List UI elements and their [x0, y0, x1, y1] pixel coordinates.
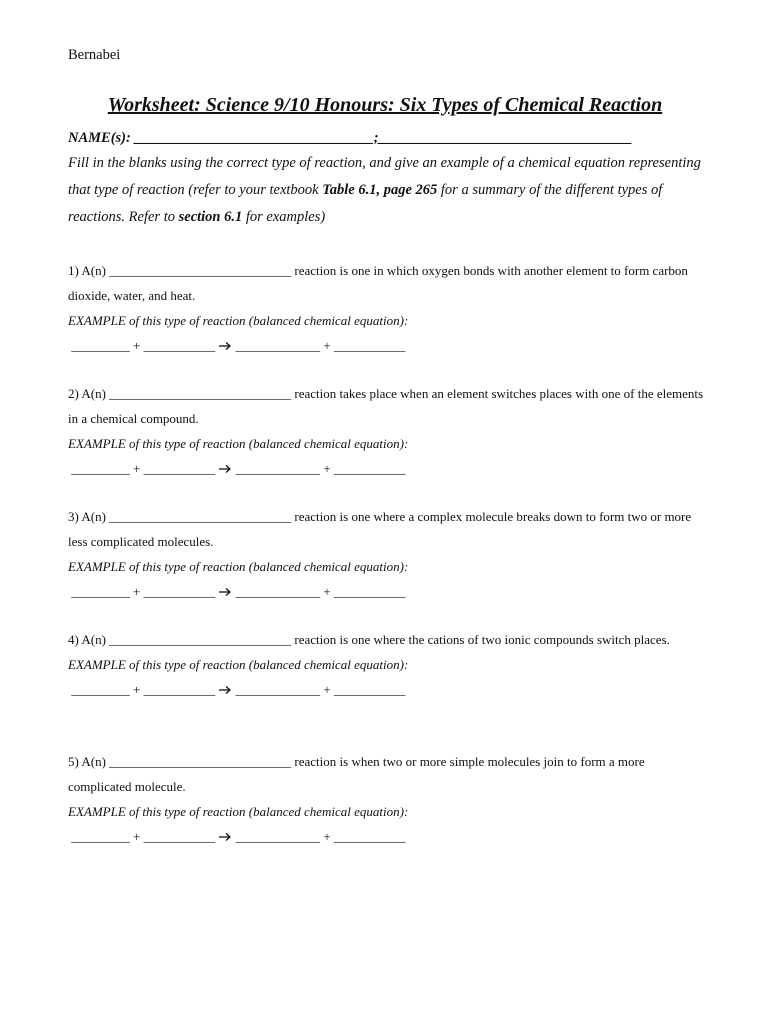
arrow-icon	[218, 587, 232, 597]
question-4-number: 4) A(n) ____________________________	[68, 632, 292, 647]
question-2	[68, 381, 708, 481]
reactant-1-blank: _________	[71, 682, 130, 697]
plus-sign: +	[133, 682, 141, 697]
example-label: EXAMPLE of this type of reaction (balanced chemical equation):	[68, 313, 409, 328]
question-3-number: 3) A(n) ____________________________	[68, 509, 292, 524]
question-4-text: reaction is one where the cations of two ionic compounds switch places.	[291, 632, 670, 647]
product-2-blank: ___________	[333, 584, 406, 599]
reactant-1-blank: _________	[71, 584, 130, 599]
product-2-blank: ___________	[333, 682, 406, 697]
question-3	[68, 504, 708, 604]
equation-line	[68, 456, 708, 481]
equation-line	[68, 824, 708, 849]
product-2-blank: ___________	[333, 338, 406, 353]
reactant-2-blank: ___________	[143, 682, 216, 697]
question-2-prompt	[68, 381, 708, 431]
product-2-blank: ___________	[333, 461, 406, 476]
reactant-2-blank: ___________	[143, 829, 216, 844]
question-2-number: 2) A(n) ____________________________	[68, 386, 292, 401]
question-3-text: reaction is one where a complex molecule breaks down to form two or more less complicated molecules.	[68, 509, 692, 549]
reactant-1-blank: _________	[71, 338, 130, 353]
question-4-prompt	[68, 627, 708, 652]
reactant-2-blank: ___________	[143, 584, 216, 599]
plus-sign: +	[133, 829, 141, 844]
equation-line	[68, 333, 708, 358]
plus-sign: +	[133, 461, 141, 476]
example-label: EXAMPLE of this type of reaction (balanced chemical equation):	[68, 657, 409, 672]
arrow-icon	[218, 685, 232, 695]
instructions-text-1: Fill in the blanks using the correct type of reaction, and give an example of a chemical equation representing that type of reaction (refer to your textbook	[68, 155, 701, 198]
question-1	[68, 258, 708, 358]
author-header: Bernabei	[68, 47, 121, 63]
product-1-blank: _____________	[235, 682, 321, 697]
instructions	[68, 150, 708, 231]
reactant-1-blank: _________	[71, 829, 130, 844]
reactant-2-blank: ___________	[143, 461, 216, 476]
instructions-text-3: for examples)	[242, 209, 326, 225]
question-4	[68, 627, 708, 702]
name-field: NAME(s): _________________________________;___________________________________	[68, 130, 633, 146]
example-label: EXAMPLE of this type of reaction (balanced chemical equation):	[68, 804, 409, 819]
plus-sign: +	[323, 682, 331, 697]
page-title: Worksheet: Science 9/10 Honours: Six Types of Chemical Reaction	[107, 94, 663, 116]
plus-sign: +	[323, 461, 331, 476]
arrow-icon	[218, 341, 232, 351]
product-1-blank: _____________	[235, 584, 321, 599]
arrow-icon	[218, 832, 232, 842]
question-5-number: 5) A(n) ____________________________	[68, 754, 292, 769]
equation-line	[68, 579, 708, 604]
question-5-prompt	[68, 749, 708, 799]
instructions-bold-1: Table 6.1, page 265	[322, 182, 438, 198]
question-3-prompt	[68, 504, 708, 554]
reactant-1-blank: _________	[71, 461, 130, 476]
plus-sign: +	[133, 338, 141, 353]
arrow-icon	[218, 464, 232, 474]
example-label: EXAMPLE of this type of reaction (balanced chemical equation):	[68, 436, 409, 451]
plus-sign: +	[323, 829, 331, 844]
plus-sign: +	[133, 584, 141, 599]
instructions-bold-2: section 6.1	[178, 209, 243, 225]
product-1-blank: _____________	[235, 338, 321, 353]
reactant-2-blank: ___________	[143, 338, 216, 353]
product-1-blank: _____________	[235, 461, 321, 476]
question-5	[68, 749, 708, 849]
question-1-text: reaction is one in which oxygen bonds with another element to form carbon dioxide, water, and heat.	[68, 263, 688, 303]
question-5-text: reaction is when two or more simple molecules join to form a more complicated molecule.	[68, 754, 645, 794]
question-1-prompt	[68, 258, 708, 308]
plus-sign: +	[323, 338, 331, 353]
product-1-blank: _____________	[235, 829, 321, 844]
plus-sign: +	[323, 584, 331, 599]
product-2-blank: ___________	[333, 829, 406, 844]
instructions-text-2: for a summary of the different types of reactions. Refer to	[68, 182, 663, 225]
question-1-number: 1) A(n) ____________________________	[68, 263, 292, 278]
example-label: EXAMPLE of this type of reaction (balanced chemical equation):	[68, 559, 409, 574]
question-2-text: reaction takes place when an element switches places with one of the elements in a chemical compound.	[68, 386, 704, 426]
equation-line	[68, 677, 708, 702]
